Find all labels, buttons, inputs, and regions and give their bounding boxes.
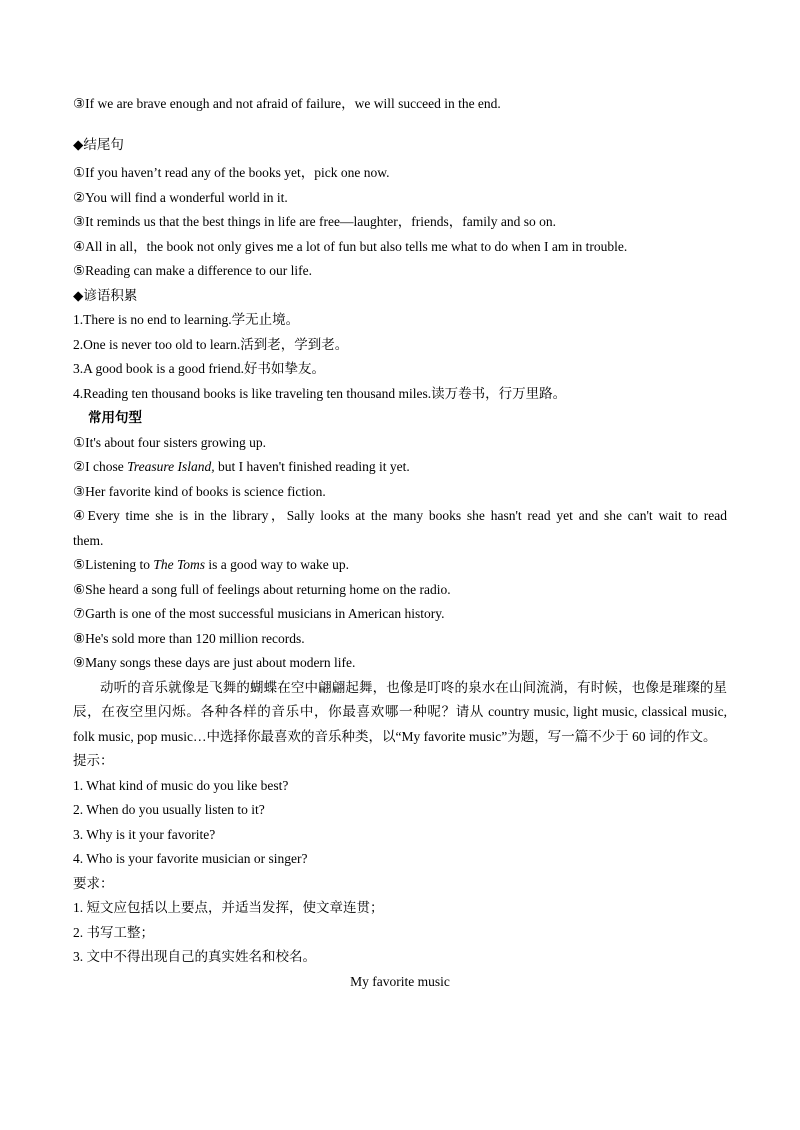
pattern-item-6: ⑥She heard a song full of feelings about returning home on the radio. — [73, 581, 451, 597]
sentence-item: ③If we are brave enough and not afraid of failure，we will succeed in the end. — [73, 96, 501, 111]
document-page — [73, 92, 727, 994]
ending-item-4: ④All in all，the book not only gives me a lot of fun but also tells me what to do when I am in trouble. — [73, 238, 628, 254]
requirement-item-2: 2. 书写工整； — [73, 924, 154, 940]
pattern-item-7: ⑦Garth is one of the most successful musicians in American history. — [73, 606, 445, 621]
requirement-item-1: 1. 短文应包括以上要点，并适当发挥，使文章连贯； — [73, 900, 384, 915]
proverb-item-4: 4.Reading ten thousand books is like traveling ten thousand miles.读万卷书，行万里路。 — [73, 385, 567, 401]
hint-item-2: 2. When do you usually listen to it? — [73, 802, 265, 817]
pattern-item-3: ③Her favorite kind of books is science fiction. — [73, 483, 326, 499]
requirements-heading: 要求： — [73, 875, 114, 891]
hints-heading: 提示： — [73, 753, 114, 768]
hint-item-1: 1. What kind of music do you like best? — [73, 777, 289, 793]
pattern-heading: 常用句型 — [88, 410, 142, 425]
book-title: Treasure Island, — [127, 459, 215, 474]
ending-item-1: ①If you haven’t read any of the books yet，pick one now. — [73, 165, 390, 180]
pattern-item-9: ⑨Many songs these days are just about modern life. — [73, 655, 356, 670]
pattern-item-5: ⑤Listening to The Toms is a good way to wake up. — [73, 557, 349, 572]
pattern-item-1: ①It's about four sisters growing up. — [73, 434, 267, 450]
essay-title: My favorite music — [350, 973, 450, 989]
hint-item-3: 3. Why is it your favorite? — [73, 826, 216, 842]
ending-item-2: ②You will find a wonderful world in it. — [73, 189, 288, 205]
proverb-item-2: 2.One is never too old to learn.活到老，学到老。 — [73, 336, 349, 352]
pattern-item-4-cont: them. — [73, 532, 104, 548]
proverb-heading: ◆谚语积累 — [73, 287, 138, 303]
album-title: The Toms — [153, 557, 206, 572]
proverb-item-3: 3.A good book is a good friend.好书如挚友。 — [73, 361, 325, 376]
hint-item-4: 4. Who is your favorite musician or singer? — [73, 851, 308, 866]
pattern-item-2: ②I chose Treasure Island, but I haven't finished reading it yet. — [73, 459, 410, 474]
pattern-item-4: ④Every time she is in the library，Sally looks at the many books she hasn't read yet and she can't wait to read — [73, 508, 727, 523]
proverb-item-1: 1.There is no end to learning.学无止境。 — [73, 312, 300, 327]
ending-heading: ◆结尾句 — [73, 136, 124, 152]
ending-item-3: ③It reminds us that the best things in life are free—laughter，friends，family and so on. — [73, 214, 556, 229]
task-paragraph: 动听的音乐就像是飞舞的蝴蝶在空中翩翩起舞，也像是叮咚的泉水在山间流淌，有时候，也像是璀璨的星辰，在夜空里闪烁。各种各样的音乐中，你最喜欢哪一种呢？请从 country music, light music, classical music, folk music, pop music…中选择你最喜欢的音乐种类，以“My favorite music”为题，写一篇不少于 60 词的作文。 — [73, 679, 727, 744]
requirement-item-3: 3. 文中不得出现自己的真实姓名和校名。 — [73, 949, 316, 964]
ending-item-5: ⑤Reading can make a difference to our life. — [73, 263, 312, 278]
pattern-item-8: ⑧He's sold more than 120 million records. — [73, 630, 305, 646]
